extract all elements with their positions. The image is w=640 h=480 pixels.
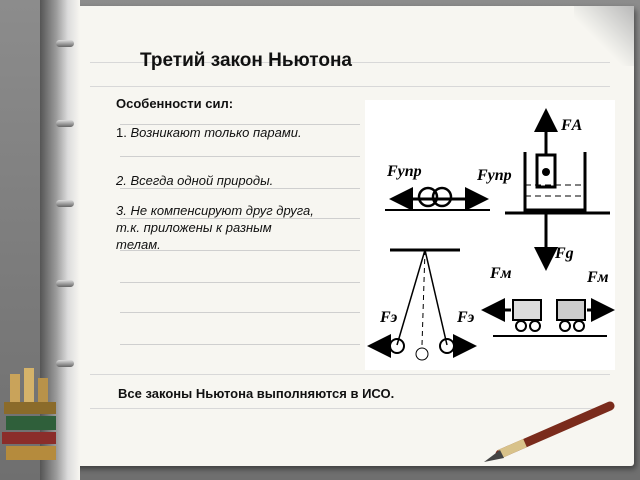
f-m-right-label: Fм bbox=[587, 269, 609, 286]
feature-text: Не компенсируют друг друга, т.к. приложены к разным телам. bbox=[116, 203, 314, 252]
f-upr-left-label: Fупр bbox=[387, 163, 422, 180]
f-g-label: Fg bbox=[555, 245, 574, 262]
page-title: Третий закон Ньютона bbox=[140, 50, 352, 71]
f-m-left-label: Fм bbox=[490, 265, 512, 282]
elastic-force-diagram bbox=[385, 163, 512, 210]
f-e-right-label: Fэ bbox=[457, 309, 475, 326]
ruled-line bbox=[120, 312, 360, 313]
footer-note: Все законы Ньютона выполняются в ИСО. bbox=[118, 386, 395, 401]
feature-text: Возникают только парами. bbox=[130, 125, 302, 140]
binding-ring bbox=[56, 280, 74, 287]
feature-item-3 bbox=[116, 202, 316, 253]
binding-ring bbox=[56, 40, 74, 47]
feature-item-2 bbox=[116, 172, 316, 189]
features-heading: Особенности сил: bbox=[116, 96, 234, 111]
feature-text: Всегда одной природы. bbox=[130, 173, 274, 188]
feature-number: 3. bbox=[116, 203, 127, 218]
ruled-line bbox=[90, 374, 610, 375]
forces-figure bbox=[365, 100, 615, 370]
binding-ring bbox=[56, 200, 74, 207]
ruled-line bbox=[120, 344, 360, 345]
f-upr-right-label: Fупр bbox=[477, 167, 512, 184]
pen-decoration bbox=[480, 396, 620, 466]
magnetic-force-diagram bbox=[487, 265, 609, 336]
ruled-line bbox=[90, 86, 610, 87]
f-a-label: FА bbox=[561, 117, 583, 134]
f-e-left-label: Fэ bbox=[380, 309, 398, 326]
feature-number: 2. bbox=[116, 173, 127, 188]
forces-diagram bbox=[365, 100, 615, 370]
books-decoration bbox=[0, 362, 60, 472]
binding-ring bbox=[56, 120, 74, 127]
page-curl bbox=[574, 6, 634, 66]
ruled-line bbox=[120, 156, 360, 157]
feature-item-1 bbox=[116, 124, 316, 141]
electric-force-diagram bbox=[373, 250, 475, 360]
feature-number: 1. bbox=[116, 125, 127, 140]
buoyancy-diagram bbox=[505, 114, 610, 265]
ruled-line bbox=[120, 282, 360, 283]
